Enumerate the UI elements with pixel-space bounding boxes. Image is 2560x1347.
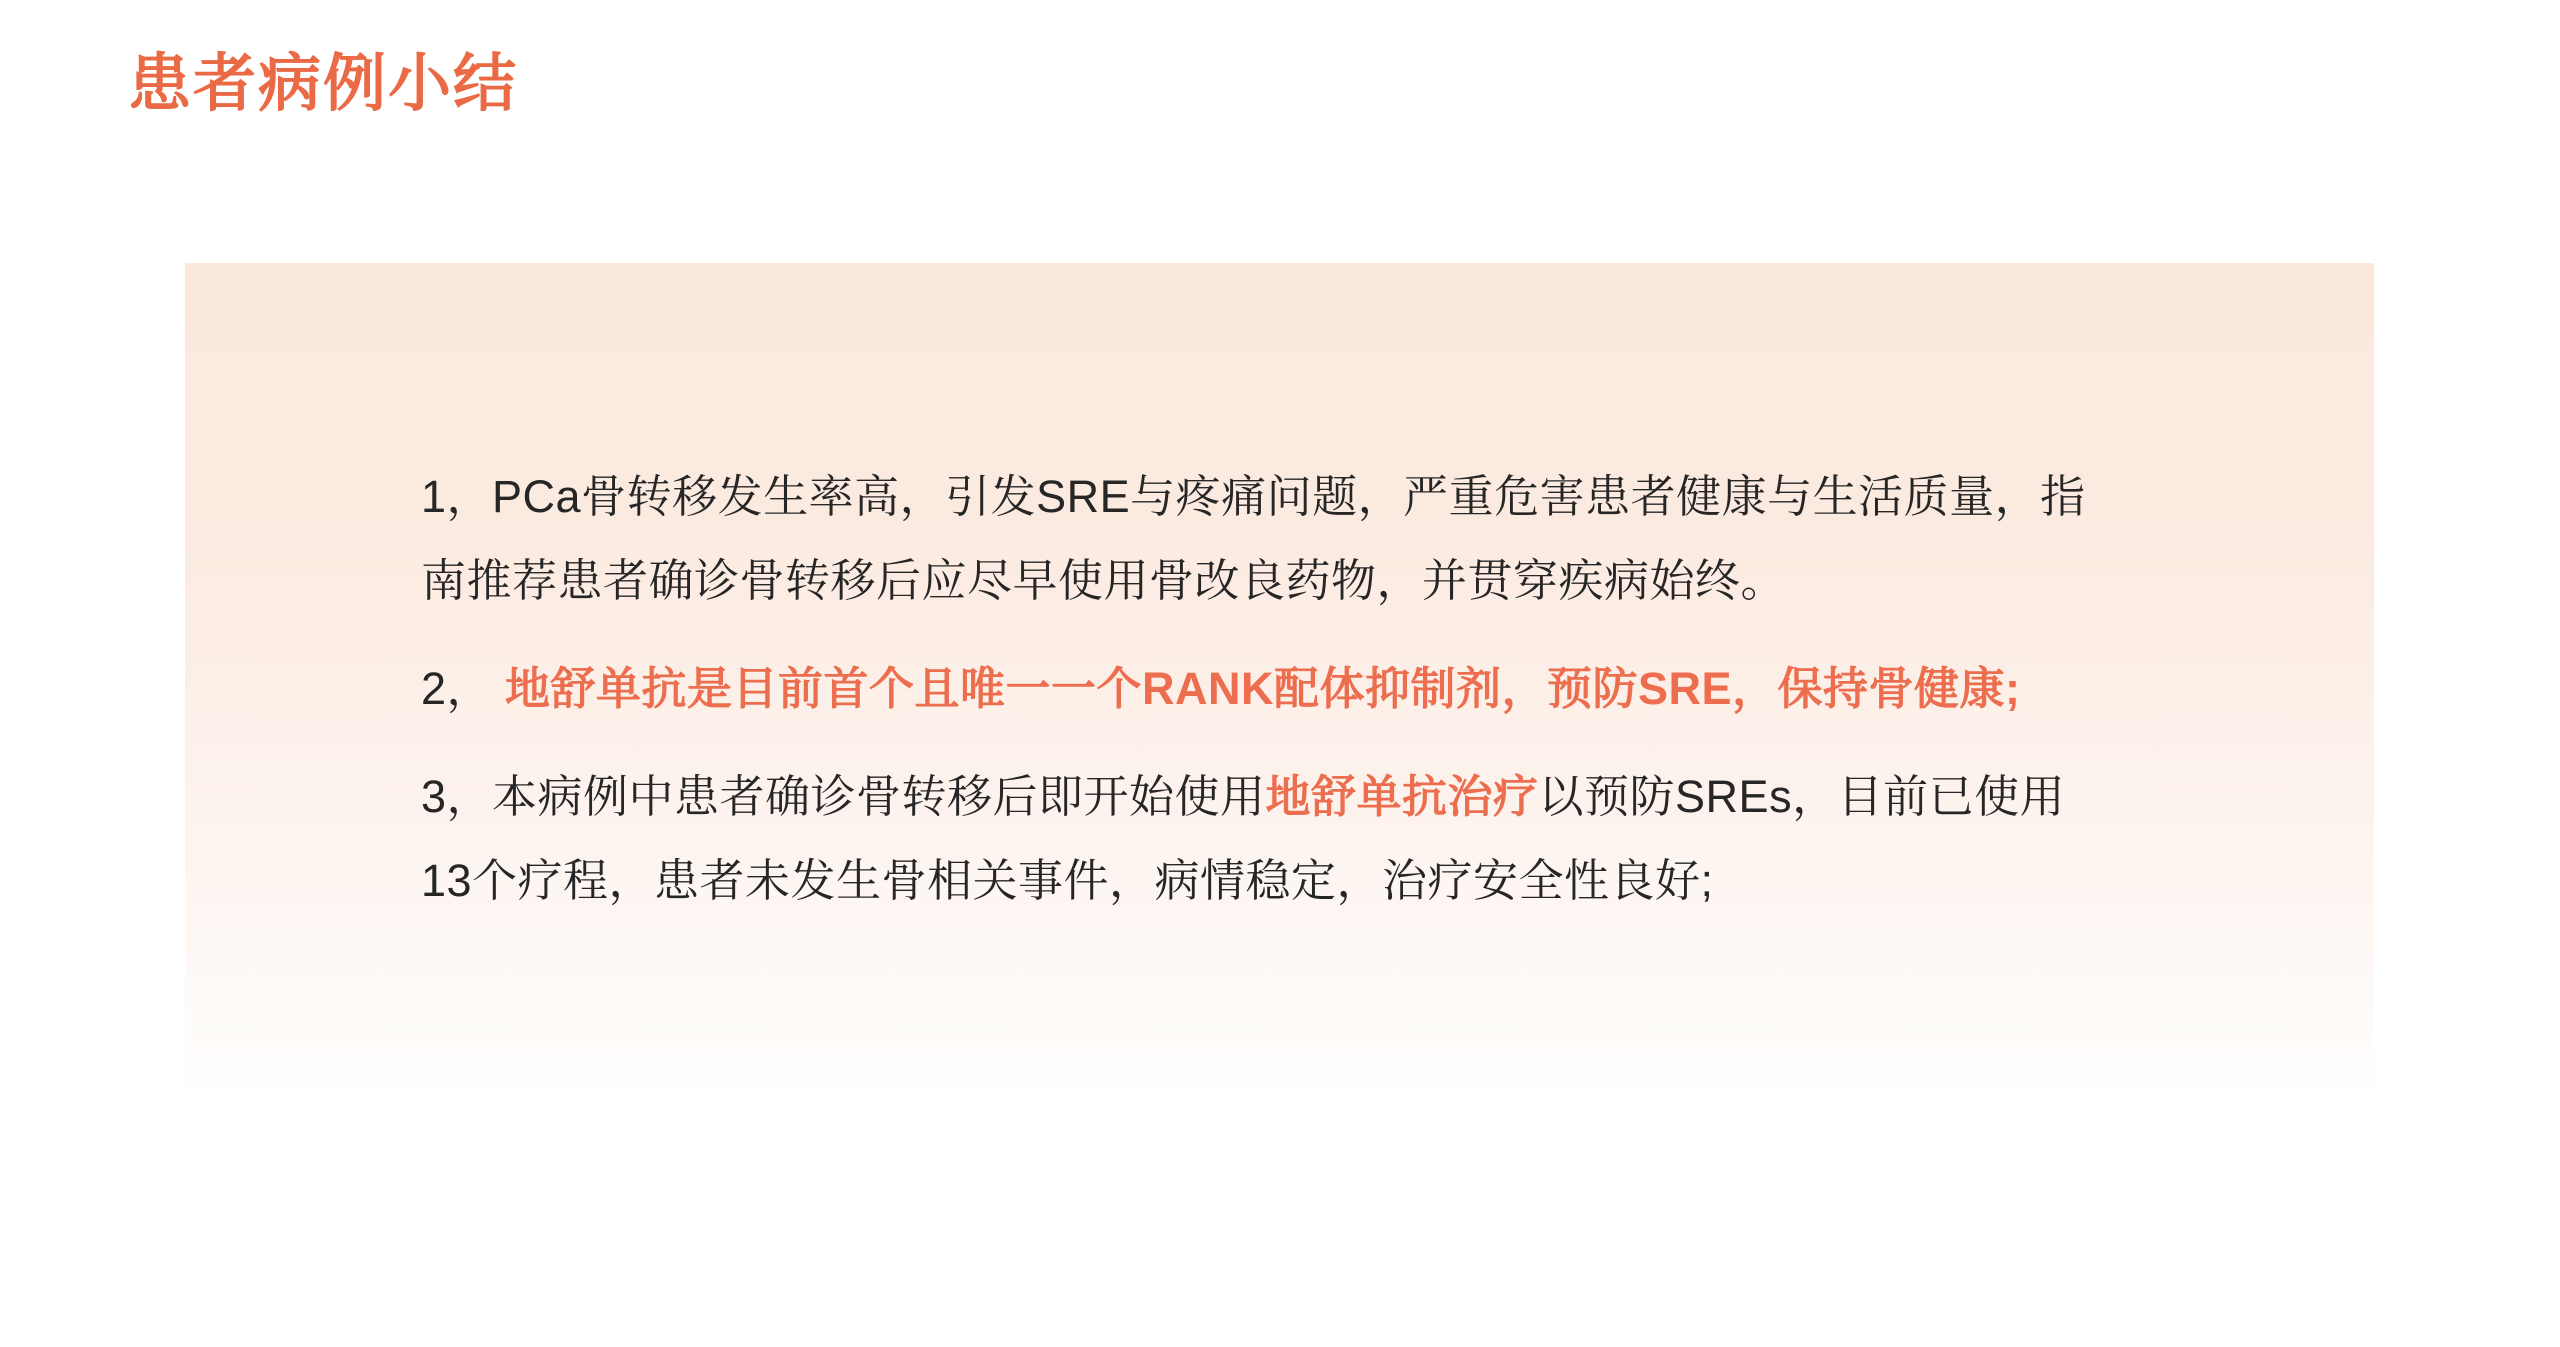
summary-panel [185, 263, 2374, 1090]
page-title: 患者病例小结 [128, 49, 518, 119]
summary-text [421, 455, 2101, 947]
summary-point-3 [421, 755, 2101, 923]
body-text: 2， [421, 663, 506, 714]
body-text: 1，PCa骨转移发生率高，引发SRE与疼痛问题，严重危害患者健康与生活质量，指南推荐患者确诊骨转移后应尽早使用骨改良药物，并贯穿疾病始终。 [421, 471, 2086, 606]
body-text: 以预防SREs，目前已使用13个疗程，患者未发生骨相关事件，病情稳定，治疗安全性良好; [421, 771, 2066, 906]
emphasis-text: 地舒单抗治疗 [1265, 771, 1539, 822]
body-text: 3，本病例中患者确诊骨转移后即开始使用 [421, 771, 1266, 822]
emphasis-text: 地舒单抗是目前首个且唯一一个RANK配体抑制剂，预防SRE，保持骨健康; [505, 663, 2021, 714]
summary-point-1 [421, 455, 2101, 623]
summary-point-2 [421, 647, 2101, 731]
